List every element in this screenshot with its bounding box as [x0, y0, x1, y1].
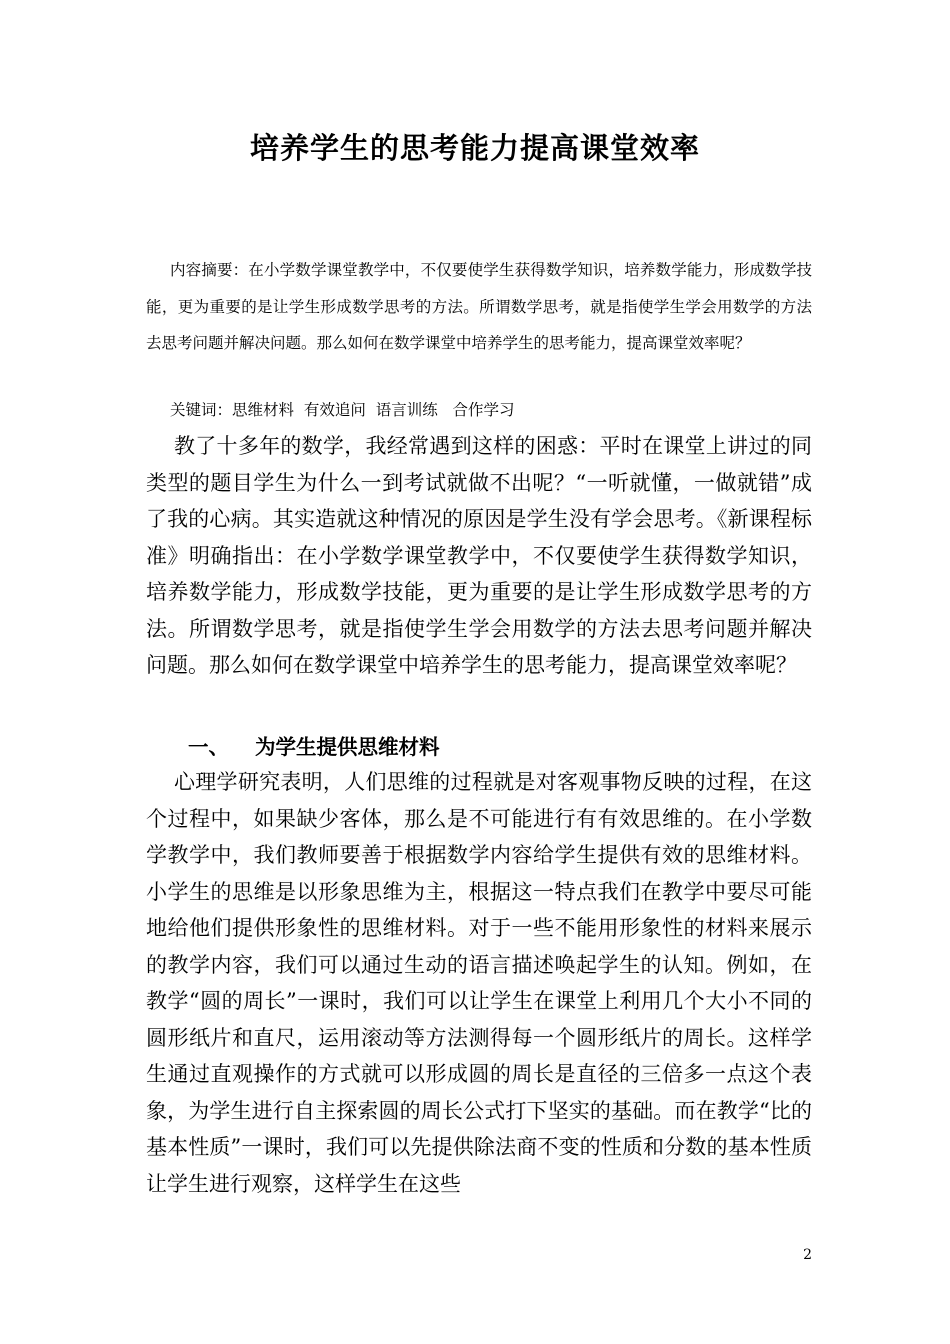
section-heading-text: 为学生提供思维材料 — [255, 735, 440, 759]
body-paragraph-section-1: 心理学研究表明，人们思维的过程就是对客观事物反映的过程，在这个过程中，如果缺少客体，那么是不可能进行有有效思维的。在小学数学教学中，我们教师要善于根据数学内容给学生提供有效的思维材料。小学生的思维是以形象思维为主，根据这一特点我们在教学中要尽可能地给他们提供形象性的思维材料。对于一些不能用形象性的材料来展示的教学内容，我们可以通过生动的语言描述唤起学生的认知。例如，在教学“圆的周长”一课时，我们可以让学生在课堂上利用几个大小不同的圆形纸片和直尺，运用滚动等方法测得每一个圆形纸片的周长。这样学生通过直观操作的方式就可以形成圆的周长是直径的三倍多一点这个表象，为学生进行自主探索圆的周长公式打下坚实的基础。而在教学“比的基本性质”一课时，我们可以先提供除法商不变的性质和分数的基本性质让学生进行观察，这样学生在这些 — [146, 770, 812, 1196]
section-number: 一、 — [188, 735, 229, 759]
section-heading — [188, 731, 440, 763]
keywords-line: 关键词：思维材料 有效追问 语言训练 合作学习 — [170, 401, 515, 419]
page-number: 2 — [803, 1247, 812, 1263]
abstract-paragraph: 内容摘要：在小学数学课堂教学中，不仅要使学生获得数学知识，培养数学能力，形成数学技能，更为重要的是让学生形成数学思考的方法。所谓数学思考，就是指使学生学会用数学的方法去思考问题并解决问题。那么如何在数学课堂中培养学生的思考能力，提高课堂效率呢？ — [146, 261, 812, 352]
body-paragraph-intro: 教了十多年的数学，我经常遇到这样的困惑：平时在课堂上讲过的同类型的题目学生为什么一到考试就做不出呢？“一听就懂，一做就错”成了我的心病。其实造就这种情况的原因是学生没有学会思考。《新课程标准》明确指出：在小学数学课堂教学中，不仅要使学生获得数学知识，培养数学能力，形成数学技能，更为重要的是让学生形成数学思考的方法。所谓数学思考，就是指使学生学会用数学的方法去思考问题并解决问题。那么如何在数学课堂中培养学生的思考能力，提高课堂效率呢？ — [146, 434, 812, 677]
document-title: 培养学生的思考能力提高课堂效率 — [249, 131, 700, 165]
